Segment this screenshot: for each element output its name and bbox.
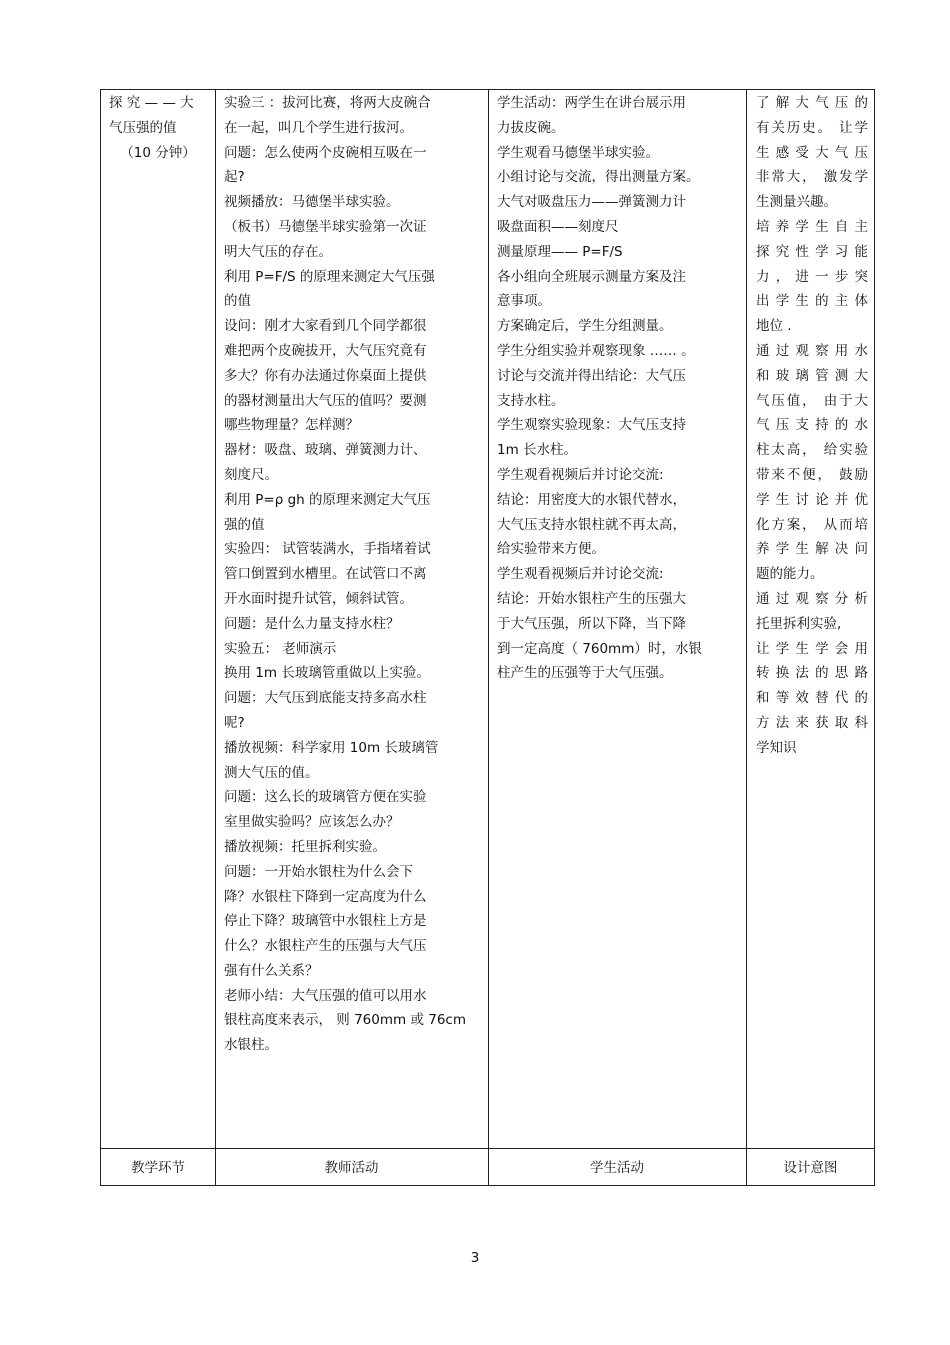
teacher-text-line: 哪些物理量？怎样测？ xyxy=(224,417,359,434)
design-text-line: 生测量兴趣。 xyxy=(756,194,837,211)
teacher-text-line: 测大气压的值。 xyxy=(224,764,319,781)
student-text-line: 意事项。 xyxy=(497,293,551,310)
design-text-line: 和 玻 璃 管 测 大 xyxy=(756,367,868,384)
design-text-line: 非常大， 激发学 xyxy=(756,169,868,186)
column-divider xyxy=(488,90,489,1185)
student-text-line: 大气压支持水银柱就不再太高， xyxy=(497,516,686,533)
teacher-text-line: 问题：是什么力量支持水柱？ xyxy=(224,615,400,632)
teacher-text-line: 问题：一开始水银柱为什么会下 xyxy=(224,863,413,880)
teacher-text-line: 室里做实验吗？应该怎么办？ xyxy=(224,814,400,831)
teacher-text-line: 的器材测量出大气压的值吗？要测 xyxy=(224,392,427,409)
design-text-line: 探 究 性 学 习 能 xyxy=(756,243,868,260)
teacher-text-line: 水银柱。 xyxy=(224,1037,278,1054)
teacher-text-line: 设问：刚才大家看到几个同学都很 xyxy=(224,318,427,335)
design-text-line: 通 过 观 察 用 水 xyxy=(756,342,868,359)
teacher-text-line: 管口倒置到水槽里。在试管口不离 xyxy=(224,566,427,583)
lesson-plan-table xyxy=(100,89,875,1186)
student-text-line: 给实验带来方便。 xyxy=(497,541,605,558)
teacher-text-line: 开水面时提升试管，倾斜试管。 xyxy=(224,590,413,607)
student-text-line: 学生分组实验并观察现象 …… 。 xyxy=(497,342,695,359)
student-text-line: 到一定高度（ 760mm）时，水银 xyxy=(497,640,702,657)
teacher-text-line: 利用 P=ρ gh 的原理来测定大气压 xyxy=(224,491,431,508)
student-text-line: 学生活动：两学生在讲台展示用 xyxy=(497,95,686,111)
student-text-line: 测量原理—— P=F/S xyxy=(497,243,623,260)
stage-cell xyxy=(109,91,207,165)
design-text-line: 学知识 xyxy=(756,739,797,756)
teacher-text-line: 实验三 ：拔河比赛，将两大皮碗合 xyxy=(224,95,431,111)
teacher-text-line: 多大？你有办法通过你桌面上提供 xyxy=(224,367,427,384)
design-text-line: 了 解 大 气 压 的 xyxy=(756,95,868,111)
design-text-line: 气压值， 由于大 xyxy=(756,392,868,409)
teacher-text-line: 降？水银柱下降到一定高度为什么 xyxy=(224,888,427,905)
design-text-line: 培 养 学 生 自 主 xyxy=(756,218,868,235)
design-text-line: 生 感 受 大 气 压 xyxy=(756,144,868,161)
design-text-line: 化方案， 从而培 xyxy=(756,516,868,533)
design-text-line: 养 学 生 解 决 问 xyxy=(756,541,868,558)
student-text-line: 各小组向全班展示测量方案及注 xyxy=(497,268,686,285)
design-text-line: 地位 . xyxy=(756,318,792,335)
teacher-text-line: 播放视频：科学家用 10m 长玻璃管 xyxy=(224,739,439,756)
stage-text-line: （10 分钟） xyxy=(120,144,196,161)
student-text-line: 柱产生的压强等于大气压强。 xyxy=(497,665,673,682)
teacher-text-line: 器材：吸盘、玻璃、弹簧测力计、 xyxy=(224,442,427,459)
design-text-line: 方 法 来 获 取 科 xyxy=(756,714,868,731)
teacher-text-line: 问题：大气压到底能支持多高水柱 xyxy=(224,690,427,707)
design-text-line: 让 学 生 学 会 用 xyxy=(756,640,868,657)
teacher-text-line: 问题：这么长的玻璃管方便在实验 xyxy=(224,789,427,806)
student-text-line: 1m 长水柱。 xyxy=(497,442,578,459)
student-text-line: 结论：开始水银柱产生的压强大 xyxy=(497,590,686,607)
design-text-line: 有关历史。 让学 xyxy=(756,119,868,136)
student-text-line: 支持水柱。 xyxy=(497,392,565,409)
teacher-text-line: （板书）马德堡半球实验第一次证 xyxy=(224,218,427,235)
design-text-line: 带来不便， 鼓励 xyxy=(756,466,868,483)
student-text-line: 吸盘面积——刻度尺 xyxy=(497,218,619,235)
student-text-line: 学生观看视频后并讨论交流: xyxy=(497,466,664,483)
stage-text-line: 气压强的值 xyxy=(109,119,177,136)
page-number: 3 xyxy=(470,1250,480,1266)
student-text-line: 小组讨论与交流，得出测量方案。 xyxy=(497,169,700,186)
teacher-text-line: 的值 xyxy=(224,293,251,310)
header-design-intent: 设计意图 xyxy=(783,1160,838,1176)
design-text-line: 转 换 法 的 思 路 xyxy=(756,665,868,682)
teacher-text-line: 问题：怎么使两个皮碗相互吸在一 xyxy=(224,144,427,161)
design-text-line: 出 学 生 的 主 体 xyxy=(756,293,868,310)
design-text-line: 学 生 讨 论 并 优 xyxy=(756,491,868,508)
student-text-line: 方案确定后，学生分组测量。 xyxy=(497,318,673,335)
student-text-line: 讨论与交流并得出结论：大气压 xyxy=(497,367,686,384)
stage-text-line: 探 究 — — 大 xyxy=(109,95,194,111)
teacher-text-line: 难把两个皮碗拔开，大气压究竟有 xyxy=(224,342,427,359)
teacher-text-line: 利用 P=F/S 的原理来测定大气压强 xyxy=(224,268,435,285)
teacher-text-line: 强有什么关系？ xyxy=(224,962,319,979)
student-activity-cell xyxy=(497,91,742,686)
teacher-text-line: 呢? xyxy=(224,714,245,731)
teacher-text-line: 实验四： 试管装满水，手指堵着试 xyxy=(224,541,431,558)
teacher-text-line: 换用 1m 长玻璃管重做以上实验。 xyxy=(224,665,430,682)
column-divider xyxy=(215,90,216,1185)
student-text-line: 于大气压强，所以下降，当下降 xyxy=(497,615,686,632)
student-text-line: 大气对吸盘压力——弹簧测力计 xyxy=(497,194,686,211)
design-text-line: 气 压 支 持 的 水 xyxy=(756,417,868,434)
design-intent-cell xyxy=(756,91,868,761)
design-text-line: 题的能力。 xyxy=(756,566,824,583)
design-text-line: 力 ， 进 一 步 突 xyxy=(756,268,868,285)
teacher-text-line: 银柱高度来表示， 则 760mm 或 76cm xyxy=(224,1012,466,1029)
design-text-line: 托里拆利实验, xyxy=(756,615,842,632)
teacher-text-line: 刻度尺。 xyxy=(224,466,278,483)
teacher-text-line: 在一起，叫几个学生进行拔河。 xyxy=(224,119,413,136)
teacher-text-line: 实验五： 老师演示 xyxy=(224,640,337,657)
student-text-line: 学生观看马德堡半球实验。 xyxy=(497,144,659,161)
design-text-line: 通 过 观 察 分 析 xyxy=(756,590,868,607)
design-text-line: 柱太高， 给实验 xyxy=(756,442,868,459)
column-divider xyxy=(746,90,747,1185)
header-teaching-stage: 教学环节 xyxy=(131,1160,185,1176)
teacher-activity-cell xyxy=(224,91,486,1058)
teacher-text-line: 强的值 xyxy=(224,516,265,533)
teacher-text-line: 视频播放：马德堡半球实验。 xyxy=(224,194,400,211)
teacher-text-line: 停止下降？玻璃管中水银柱上方是 xyxy=(224,913,427,930)
header-teacher-activity: 教师活动 xyxy=(324,1160,379,1176)
student-text-line: 学生观察实验现象：大气压支持 xyxy=(497,417,686,434)
teacher-text-line: 明大气压的存在。 xyxy=(224,243,332,260)
student-text-line: 力拔皮碗。 xyxy=(497,119,565,136)
design-text-line: 和 等 效 替 代 的 xyxy=(756,690,868,707)
teacher-text-line: 老师小结：大气压强的值可以用水 xyxy=(224,987,427,1004)
teacher-text-line: 起? xyxy=(224,169,245,186)
teacher-text-line: 什么？水银柱产生的压强与大气压 xyxy=(224,938,427,955)
teacher-text-line: 播放视频：托里拆利实验。 xyxy=(224,838,386,855)
student-text-line: 学生观看视频后并讨论交流: xyxy=(497,566,664,583)
header-student-activity: 学生活动 xyxy=(590,1160,644,1176)
student-text-line: 结论：用密度大的水银代替水， xyxy=(497,491,686,508)
